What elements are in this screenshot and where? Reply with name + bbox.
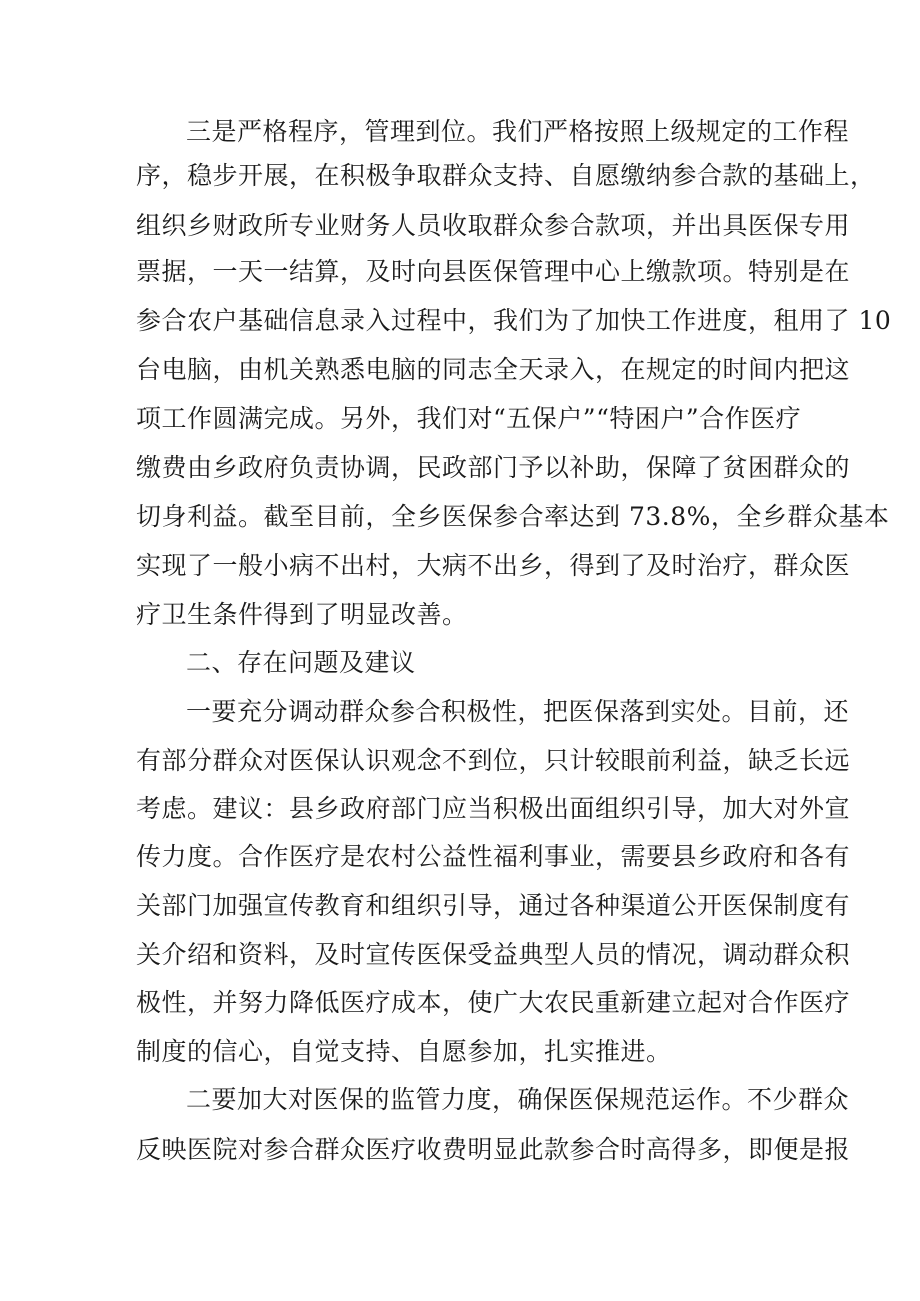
paragraph-line: 极性，并努力降低医疗成本，使广大农民重新建立起对合作医疗 [136,988,851,1017]
paragraph-line: 参合农户基础信息录入过程中，我们为了加快工作进度，租用了 10 [136,306,892,335]
paragraph-line: 票据，一天一结算，及时向县医保管理中心上缴款项。特别是在 [136,257,851,286]
paragraph-line: 一要充分调动群众参合积极性，把医保落到实处。目前，还 [186,697,850,726]
paragraph-line: 三是严格程序，管理到位。我们严格按照上级规定的工作程 [186,117,850,146]
paragraph-line: 台电脑，由机关熟悉电脑的同志全天录入，在规定的时间内把这 [136,355,851,384]
section-heading: 二、存在问题及建议 [186,648,416,677]
paragraph-line: 考虑。建议：县乡政府部门应当积极出面组织引导，加大对外宣 [136,794,851,823]
paragraph-line: 二要加大对医保的监管力度，确保医保规范运作。不少群众 [186,1085,850,1114]
paragraph-line: 序，稳步开展，在积极争取群众支持、自愿缴纳参合款的基础上， [136,161,876,190]
paragraph-line: 项工作圆满完成。另外，我们对“五保户”“特困户”合作医疗 [136,404,802,433]
paragraph-line: 关介绍和资料，及时宣传医保受益典型人员的情况，调动群众积 [136,940,851,969]
paragraph-line: 有部分群众对医保认识观念不到位，只计较眼前利益，缺乏长远 [136,746,851,775]
paragraph-line: 制度的信心，自觉支持、自愿参加，扎实推进。 [136,1037,672,1066]
paragraph-line: 实现了一般小病不出村，大病不出乡，得到了及时治疗，群众医 [136,551,851,580]
paragraph-line: 反映医院对参合群众医疗收费明显此款参合时高得多，即便是报 [136,1135,851,1164]
paragraph-line: 传力度。合作医疗是农村公益性福利事业，需要县乡政府和各有 [136,842,851,871]
paragraph-line: 组织乡财政所专业财务人员收取群众参合款项，并出具医保专用 [136,211,851,240]
paragraph-line: 关部门加强宣传教育和组织引导，通过各种渠道公开医保制度有 [136,891,851,920]
paragraph-line: 缴费由乡政府负责协调，民政部门予以补助，保障了贫困群众的 [136,453,851,482]
paragraph-line: 疗卫生条件得到了明显改善。 [136,600,468,629]
paragraph-line: 切身利益。截至目前，全乡医保参合率达到 73.8%，全乡群众基本 [136,502,890,531]
